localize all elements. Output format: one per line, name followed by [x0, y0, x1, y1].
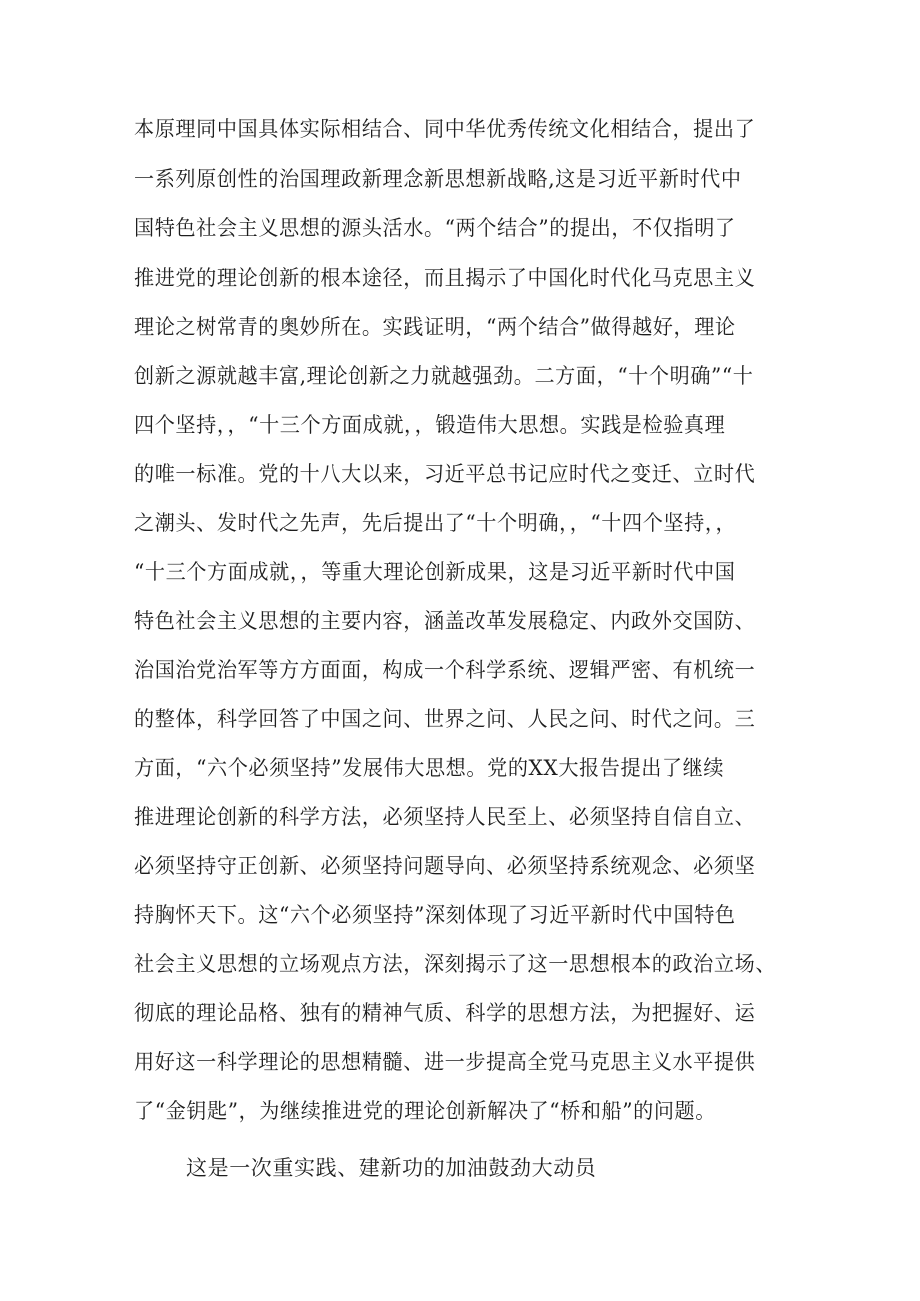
paragraph-line: 治国治党治军等方方面面，构成一个科学系统、逻辑严密、有机统一 — [134, 658, 756, 682]
paragraph-line: 本原理同中国具体实际相结合、同中华优秀传统文化相结合，提出了 — [134, 117, 756, 141]
paragraph-line: 国特色社会主义思想的源头活水。“两个结合”的提出，不仅指明了 — [134, 216, 736, 240]
paragraph-line: 的唯一标准。党的十八大以来，习近平总书记应时代之变迁、立时代 — [134, 462, 756, 486]
paragraph-line: 的整体，科学回答了中国之问、世界之问、人民之问、时代之问。三 — [134, 707, 756, 731]
paragraph-line: 彻底的理论品格、独有的精神气质、科学的思想方法，为把握好、运 — [134, 1001, 756, 1025]
paragraph-line: 社会主义思想的立场观点方法，深刻揭示了这一思想根本的政治立场、 — [134, 952, 777, 976]
paragraph-line: 方面，“六个必须坚持”发展伟大思想。党的XX大报告提出了继续 — [134, 756, 725, 780]
paragraph-line: “十三个方面成就，，等重大理论创新成果，这是习近平新时代中国 — [134, 560, 736, 584]
paragraph-line: 持胸怀天下。这“六个必须坚持”深刻体现了习近平新时代中国特色 — [134, 903, 736, 927]
paragraph-line: 推进理论创新的科学方法，必须坚持人民至上、必须坚持自信自立、 — [134, 805, 756, 829]
paragraph-line: 了“金钥匙”，为继续推进党的理论创新解决了“桥和船”的问题。 — [134, 1099, 716, 1123]
paragraph-line: 特色社会主义思想的主要内容，涵盖改革发展稳定、内政外交国防、 — [134, 609, 756, 633]
section-heading: 这是一次重实践、建新功的加油鼓劲大动员 — [186, 1156, 597, 1180]
paragraph-line: 理论之树常青的奥妙所在。实践证明，“两个结合”做得越好，理论 — [134, 315, 736, 339]
paragraph-line: 推进党的理论创新的根本途径，而且揭示了中国化时代化马克思主义 — [134, 266, 756, 290]
paragraph-line: 用好这一科学理论的思想精髓、进一步提高全党马克思主义水平提供 — [134, 1050, 756, 1074]
paragraph-line: 之潮头、发时代之先声，先后提出了“十个明确，，“十四个坚持，， — [134, 511, 737, 535]
paragraph-line: 一系列原创性的治国理政新理念新思想新战略,这是习近平新时代中 — [134, 167, 742, 191]
paragraph-line: 四个坚持，，“十三个方面成就，，锻造伟大思想。实践是检验真理 — [134, 413, 726, 437]
paragraph-line: 创新之源就越丰富,理论创新之力就越强劲。二方面，“十个明确”“十 — [134, 364, 754, 388]
paragraph-line: 必须坚持守正创新、必须坚持问题导向、必须坚持系统观念、必须坚 — [134, 854, 756, 878]
